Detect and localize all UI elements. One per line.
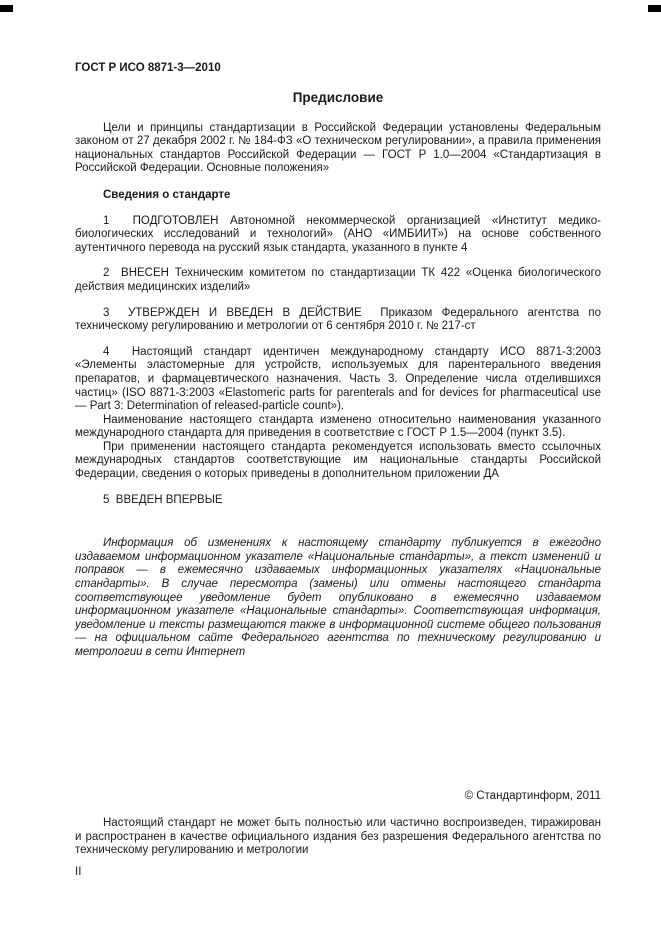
standard-info-item-4: 4 Настоящий стандарт идентичен международному стандарту ИСО 8871-3:2003 «Элементы эластомерные для устройств, используемых для парентерального введения препаратов, и фармацевтического назначения. Часть 3. Определение числа отделившихся частиц» (ISO 8871-3:2003 «Elastomeric parts for parenterals and for devices for pharmaceutical use — Part 3: Determination of released-particle count»). xyxy=(75,345,601,413)
scan-crop-mark-top-right xyxy=(648,5,661,12)
standard-info-item-4-note-1: Наименование настоящего стандарта изменено относительно наименования указанного международного стандарта для приведения в соответствие с ГОСТ Р 1.5—2004 (пункт 3.5). xyxy=(75,413,601,440)
copyright-line: © Стандартинформ, 2011 xyxy=(464,789,601,802)
doc-code-header: ГОСТ Р ИСО 8871-3—2010 xyxy=(75,62,221,74)
scan-crop-mark-top-left xyxy=(0,5,13,12)
legal-notice-paragraph: Настоящий стандарт не может быть полностью или частично воспроизведен, тиражирован и распространен в качестве официального издания без разрешения Федерального агентства по техническому регулированию и метрологии xyxy=(75,817,601,857)
standard-info-item-2: 2 ВНЕСЕН Техническим комитетом по стандартизации ТК 422 «Оценка биологического действия медицинских изделий» xyxy=(75,267,601,293)
standard-info-heading: Сведения о стандарте xyxy=(103,188,231,201)
page-number: II xyxy=(75,865,82,878)
standard-info-item-4-note-2: При применении настоящего стандарта рекомендуется использовать вместо ссылочных международных стандартов соответствующие им национальные стандарты Российской Федерации, сведения о которых приведены в дополнительном приложении ДА xyxy=(75,440,601,481)
page-title: Предисловие xyxy=(292,89,384,105)
standard-info-item-3: 3 УТВЕРЖДЕН И ВВЕДЕН В ДЕЙСТВИЕ Приказом Федерального агентства по техническому регулированию и метрологии от 6 сентября 2010 г. № 217-ст xyxy=(75,306,601,333)
publication-note-paragraph: Информация об изменениях к настоящему стандарту публикуется в ежегодно издаваемом информационном указателе «Национальные стандарты», а текст изменений и поправок — в ежемесячно издаваемых информационных указателях «Национальные стандарты». В случае пересмотра (замены) или отмены настоящего стандарта соответствующее уведомление будет опубликовано в ежемесячно издаваемом информационном указателе «Национальные стандарты». Соответствующая информация, уведомление и тексты размещаются также в информационной системе общего пользования — на официальном сайте Федерального агентства по техническому регулированию и метрологии в сети Интернет xyxy=(75,537,601,658)
intro-paragraph: Цели и принципы стандартизации в Российской Федерации установлены Федеральным законом от 27 декабря 2002 г. № 184-ФЗ «О техническом регулировании», а правила применения национальных стандартов Российской Федерации — ГОСТ Р 1.0—2004 «Стандартизация в Российской Федерации. Основные положения» xyxy=(75,121,601,175)
standard-info-item-1: 1 ПОДГОТОВЛЕН Автономной некоммерческой организацией «Институт медико-биологических исследований и технологий» (АНО «ИМБИИТ») на основе собственного аутентичного перевода на русский язык стандарта, указанного в пункте 4 xyxy=(75,214,601,254)
standard-info-item-5: 5 ВВЕДЕН ВПЕРВЫЕ xyxy=(103,493,223,506)
